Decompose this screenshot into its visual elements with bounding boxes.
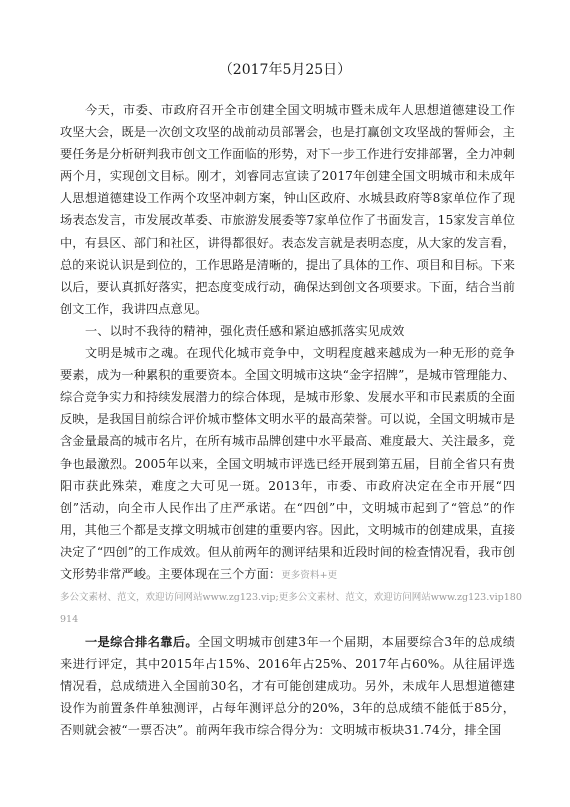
document-body [60, 99, 522, 742]
document-date: （2017年5月25日） [218, 62, 352, 78]
section-heading: 一、以时不我待的精神，强化责任感和紧迫感抓落实见成效 [85, 323, 405, 338]
paragraph-text: 全国文明城市创建3年一个届期，本届要综合3年的总成绩来进行评定，其中2015年占15%、2016年占25%、2017年占60%。从往届评选情况看，总成绩进入全国前30名，才有可能创建成功。另外，未成年人思想道德建设作为前置条件单独测评，占每年测评总分的20%，3年的总成绩不能低于85分，否则就会被“一票否决”。前两年我市综合得分为：文明城市板块31.74分，排全国 [60, 635, 515, 738]
intro-paragraph: 今天，市委、市政府召开全市创建全国文明城市暨未成年人思想道德建设工作攻坚大会，既是一次创文攻坚的战前动员部署会，也是打赢创文攻坚战的誓师会，主要任务是分析研判我市创文工作面临的形势，对下一步工作进行安排部署，全力冲刺两个月，实现创文目标。刚才，刘睿同志宣读了2017年创建全国文明城市和未成年人思想道德建设工作两个攻坚冲刺方案，钟山区政府、水城县政府等8家单位作了现场表态发言，市发展改革委、市旅游发展委等7家单位作了书面发言，15家发言单位中，有县区、部门和社区，讲得都很好。表态发言就是表明态度，从大家的发言看，总的来说认识是到位的，工作思路是清晰的，提出了具体的工作、项目和目标。下来以后，要认真抓好落实，把态度变成行动，确保达到创文各项要求。下面，结合当前创文工作，我讲四点意见。 [60, 103, 515, 316]
body-paragraph [60, 342, 515, 587]
watermark-line: 多公文素材、范文，欢迎访问网站www.zg123.vip;更多公文素材、范文，欢迎访问网站www.zg123.vip180 [60, 592, 522, 604]
paragraph-lead: 一是综合排名靠后。 [85, 635, 198, 650]
watermark-text: 更多资料+更 [281, 569, 338, 581]
watermark-line: 914 [60, 614, 79, 626]
body-paragraph [60, 631, 515, 741]
paragraph-text: 文明是城市之魂。在现代化城市竞争中，文明程度越来越成为一种无形的竞争要素，成为一种累积的重要资本。全国文明城市这块“金字招牌”，是城市管理能力、综合竞争实力和持续发展潜力的综合体现，是城市形象、发展水平和市民素质的全面反映，是我国目前综合评价城市整体文明水平的最高荣誉。可以说，全国文明城市是含金量最高的城市名片，在所有城市品牌创建中水平最高、难度最大、关注最多，竞争也最激烈。2005年以来，全国文明城市评选已经开展到第五届，目前全省只有贵阳市获此殊荣，难度之大可见一斑。2013年，市委、市政府决定在全市开展“四创”活动，向全市人民作出了庄严承诺。在“四创”中，文明城市起到了“管总”的作用，其他三个都是支撑文明城市创建的重要内容。因此，文明城市的创建成果，直接决定了“四创”的工作成效。但从前两年的测评结果和近段时间的检查情况看，我市创文形势非常严峻。主要体现在三个方面： [60, 346, 516, 581]
